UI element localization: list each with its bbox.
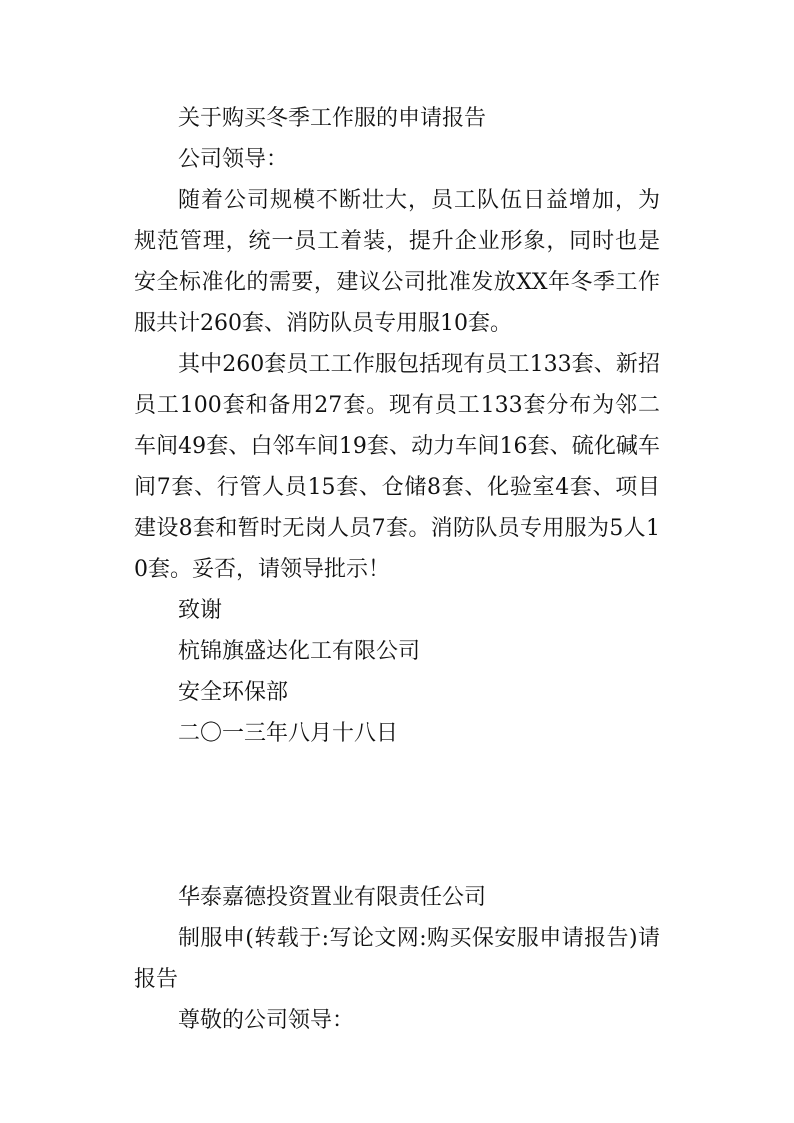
salutation-2: 尊敬的公司领导： [178,1008,355,1033]
paragraph-2: 其中260套员工工作服包括现有员工133套、新招员工100套和备用27套。现有员工133套分布为邻二车间49套、白邻车间19套、动力车间16套、硫化碱车间7套、行管人员15套、仓储8套、化验室4套、项目建设8套和暂时无岗人员7套。消防队员专用服为5人10套。妥否，请领导批示！ [134,352,660,582]
document-date: 二〇一三年八月十八日 [178,721,399,746]
document-title-2: 制服申(转载于:写论文网:购买保安服申请报告)请报告 [134,926,660,992]
document-title: 关于购买冬季工作服的申请报告 [178,106,487,131]
section-gap [134,754,660,877]
closing: 致谢 [178,598,223,623]
paragraph-1: 随着公司规模不断壮大，员工队伍日益增加，为规范管理，统一员工着装，提升企业形象，同时也是安全标准化的需要，建议公司批准发放XX年冬季工作服共计260套、消防队员专用服10套。 [134,188,660,336]
company-name: 杭锦旗盛达化工有限公司 [178,639,421,664]
department-name: 安全环保部 [178,680,289,705]
document-body [134,98,660,1041]
company-name-2: 华泰嘉德投资置业有限责任公司 [178,885,487,910]
salutation: 公司领导： [178,147,289,172]
